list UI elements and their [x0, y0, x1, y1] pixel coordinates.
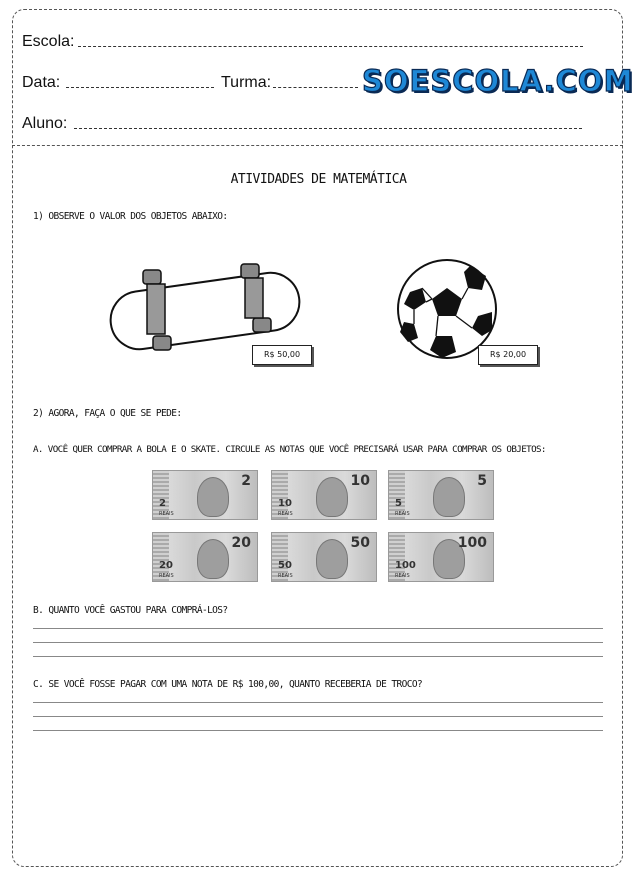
skateboard-image [105, 262, 305, 357]
question-2: 2) AGORA, FAÇA O QUE SE PEDE: [33, 408, 182, 419]
aluno-label: Aluno: [22, 115, 68, 132]
turma-field[interactable] [273, 87, 358, 88]
escola-label: Escola: [22, 33, 75, 50]
question-c: C. SE VOCÊ FOSSE PAGAR COM UMA NOTA DE R$ 100,00, QUANTO RECEBERIA DE TROCO? [33, 679, 423, 690]
banknote-20[interactable]: 20 20 REAIS [152, 532, 258, 582]
portrait-icon [316, 539, 348, 579]
skate-price-tag: R$ 50,00 [252, 345, 312, 365]
portrait-icon [316, 477, 348, 517]
banknote-100[interactable]: 100 100 REAIS [388, 532, 494, 582]
answer-line-b1[interactable] [33, 628, 603, 629]
data-field[interactable] [66, 87, 214, 88]
turma-label: Turma: [221, 74, 272, 91]
portrait-icon [433, 477, 465, 517]
header-divider [12, 145, 623, 146]
page-frame [12, 9, 623, 867]
banknote-5[interactable]: 5 5 REAIS [388, 470, 494, 520]
answer-line-b2[interactable] [33, 642, 603, 643]
escola-field[interactable] [78, 46, 583, 47]
ball-price-tag: R$ 20,00 [478, 345, 538, 365]
answer-line-c2[interactable] [33, 716, 603, 717]
answer-line-c3[interactable] [33, 730, 603, 731]
question-a: A. VOCÊ QUER COMPRAR A BOLA E O SKATE. CIRCULE AS NOTAS QUE VOCÊ PRECISARÁ USAR PARA COMPRAR OS OBJETOS: [33, 444, 546, 455]
soescola-logo: SOESCOLA.COM [362, 64, 634, 98]
answer-line-c1[interactable] [33, 702, 603, 703]
banknote-10[interactable]: 10 10 REAIS [271, 470, 377, 520]
question-1: 1) OBSERVE O VALOR DOS OBJETOS ABAIXO: [33, 211, 228, 222]
question-b: B. QUANTO VOCÊ GASTOU PARA COMPRÁ-LOS? [33, 605, 228, 616]
portrait-icon [197, 539, 229, 579]
page-title: ATIVIDADES DE MATEMÁTICA [230, 172, 407, 187]
answer-line-b3[interactable] [33, 656, 603, 657]
portrait-icon [197, 477, 229, 517]
data-label: Data: [22, 74, 61, 91]
banknote-50[interactable]: 50 50 REAIS [271, 532, 377, 582]
banknote-2[interactable]: 2 2 REAIS [152, 470, 258, 520]
aluno-field[interactable] [74, 128, 582, 129]
